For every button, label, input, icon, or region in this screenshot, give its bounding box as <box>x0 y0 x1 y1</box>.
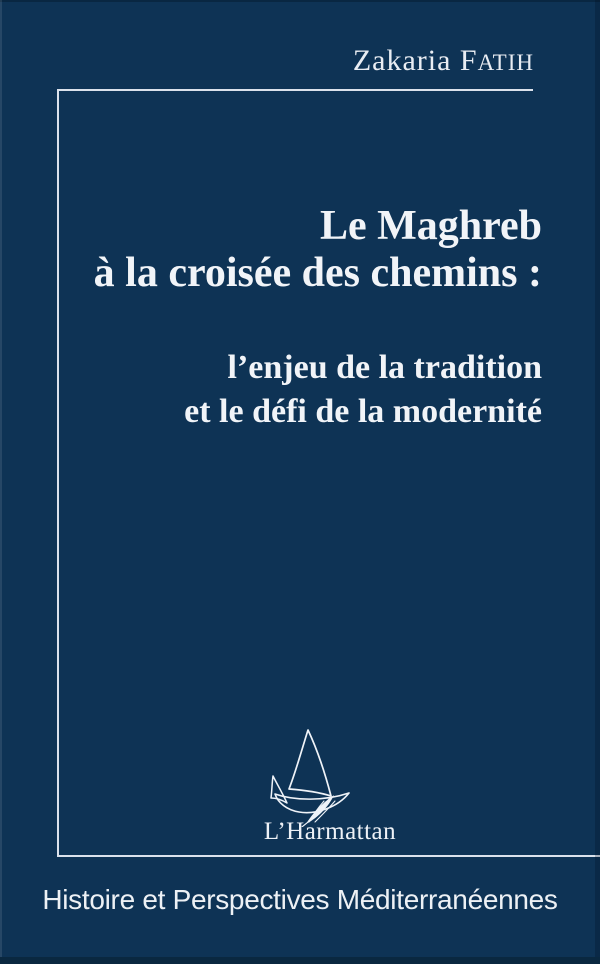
publisher-name: L’Harmattan <box>263 818 397 845</box>
frame-rule-top <box>57 89 533 91</box>
book-title-line2: à la croisée des chemins : <box>93 250 542 296</box>
book-subtitle <box>184 346 542 434</box>
cover-edge-bottom <box>0 957 600 964</box>
author-name <box>353 44 534 78</box>
author-name-smallcaps: ATIH <box>477 50 534 75</box>
frame-rule-left <box>57 89 59 857</box>
frame-rule-bottom <box>57 855 600 857</box>
sailboat-quill-icon <box>262 722 352 827</box>
book-subtitle-line2: et le défi de la modernité <box>184 393 542 430</box>
cover-edge-right <box>595 0 600 964</box>
cover-edge-top <box>0 0 600 2</box>
book-title <box>94 203 542 297</box>
collection-series-title: Histoire et Perspectives Méditerranéennes <box>42 884 558 915</box>
cover-edge-left <box>0 0 2 964</box>
book-title-line1: Le Maghreb <box>319 203 542 249</box>
book-subtitle-line1: l’enjeu de la tradition <box>227 349 542 386</box>
author-name-main: Zakaria F <box>352 44 478 77</box>
